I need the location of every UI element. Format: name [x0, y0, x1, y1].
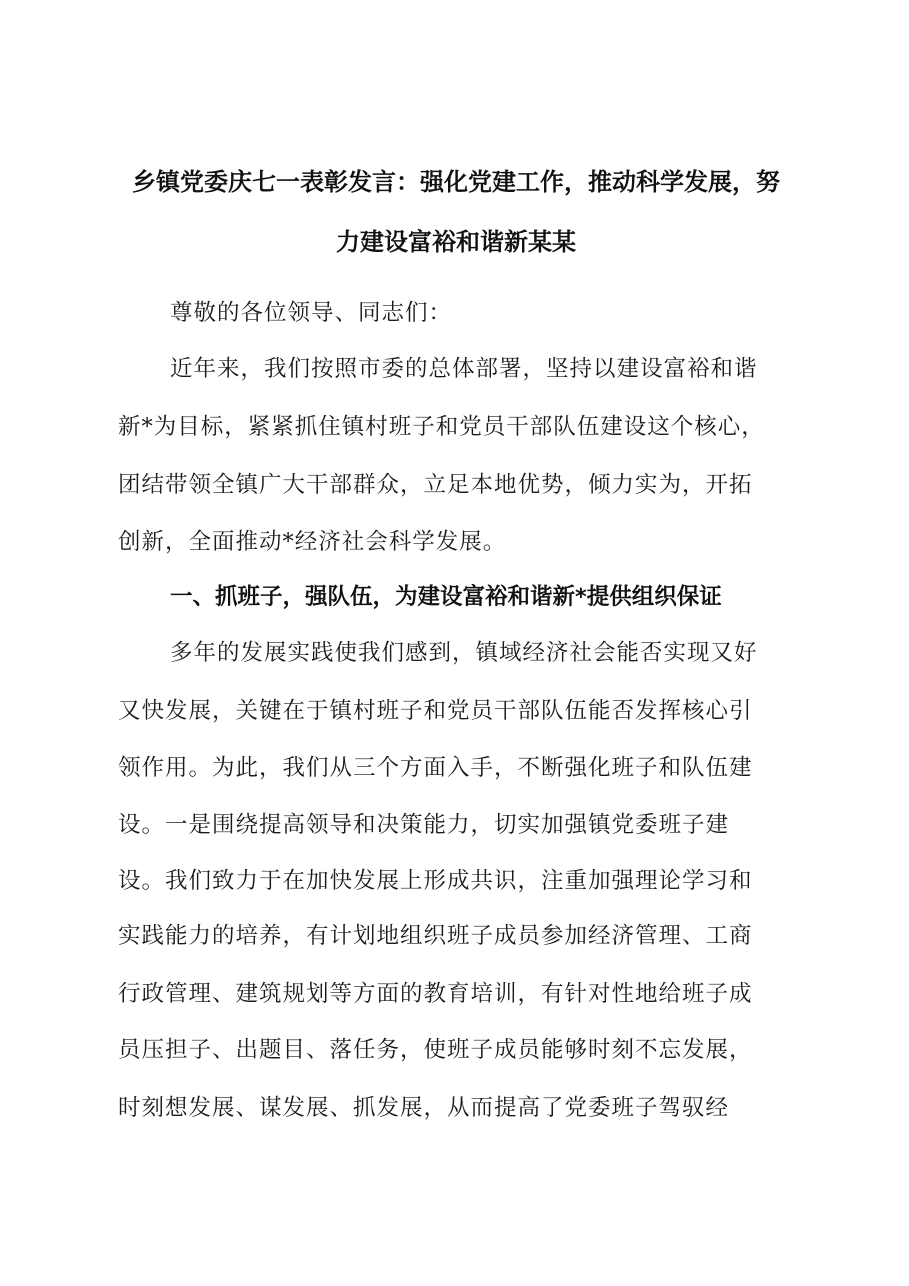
body-line-3: 领作用。为此，我们从三个方面入手，不断强化班子和队伍建	[118, 755, 753, 781]
body-line-1: 多年的发展实践使我们感到，镇域经济社会能否实现又好	[170, 640, 758, 666]
section-heading-1: 一、抓班子，强队伍，为建设富裕和谐新*提供组织保证	[170, 584, 722, 610]
document-title-line-2: 力建设富裕和谐新某某	[336, 228, 576, 256]
intro-line-2: 新*为目标，紧紧抓住镇村班子和党员干部队伍建设这个核心，	[118, 414, 765, 440]
body-line-5: 设。我们致力于在加快发展上形成共识，注重加强理论学习和	[118, 868, 753, 894]
body-line-8: 员压担子、出题目、落任务，使班子成员能够时刻不忘发展，	[118, 1037, 753, 1063]
body-line-6: 实践能力的培养，有计划地组织班子成员参加经济管理、工商	[118, 923, 753, 949]
intro-line-3: 团结带领全镇广大干部群众，立足本地优势，倾力实为，开拓	[118, 472, 753, 498]
salutation: 尊敬的各位领导、同志们：	[170, 300, 453, 326]
body-line-2: 又快发展，关键在于镇村班子和党员干部队伍能否发挥核心引	[118, 698, 753, 724]
body-line-9: 时刻想发展、谋发展、抓发展，从而提高了党委班子驾驭经	[118, 1095, 730, 1121]
document-title-line-1: 乡镇党委庆七一表彰发言：强化党建工作，推动科学发展，努	[132, 168, 780, 196]
body-line-7: 行政管理、建筑规划等方面的教育培训，有针对性地给班子成	[118, 981, 753, 1007]
intro-line-4: 创新，全面推动*经济社会科学发展。	[118, 529, 507, 555]
body-line-4: 设。一是围绕提高领导和决策能力，切实加强镇党委班子建	[118, 812, 730, 838]
intro-line-1: 近年来，我们按照市委的总体部署，坚持以建设富裕和谐	[170, 356, 758, 382]
